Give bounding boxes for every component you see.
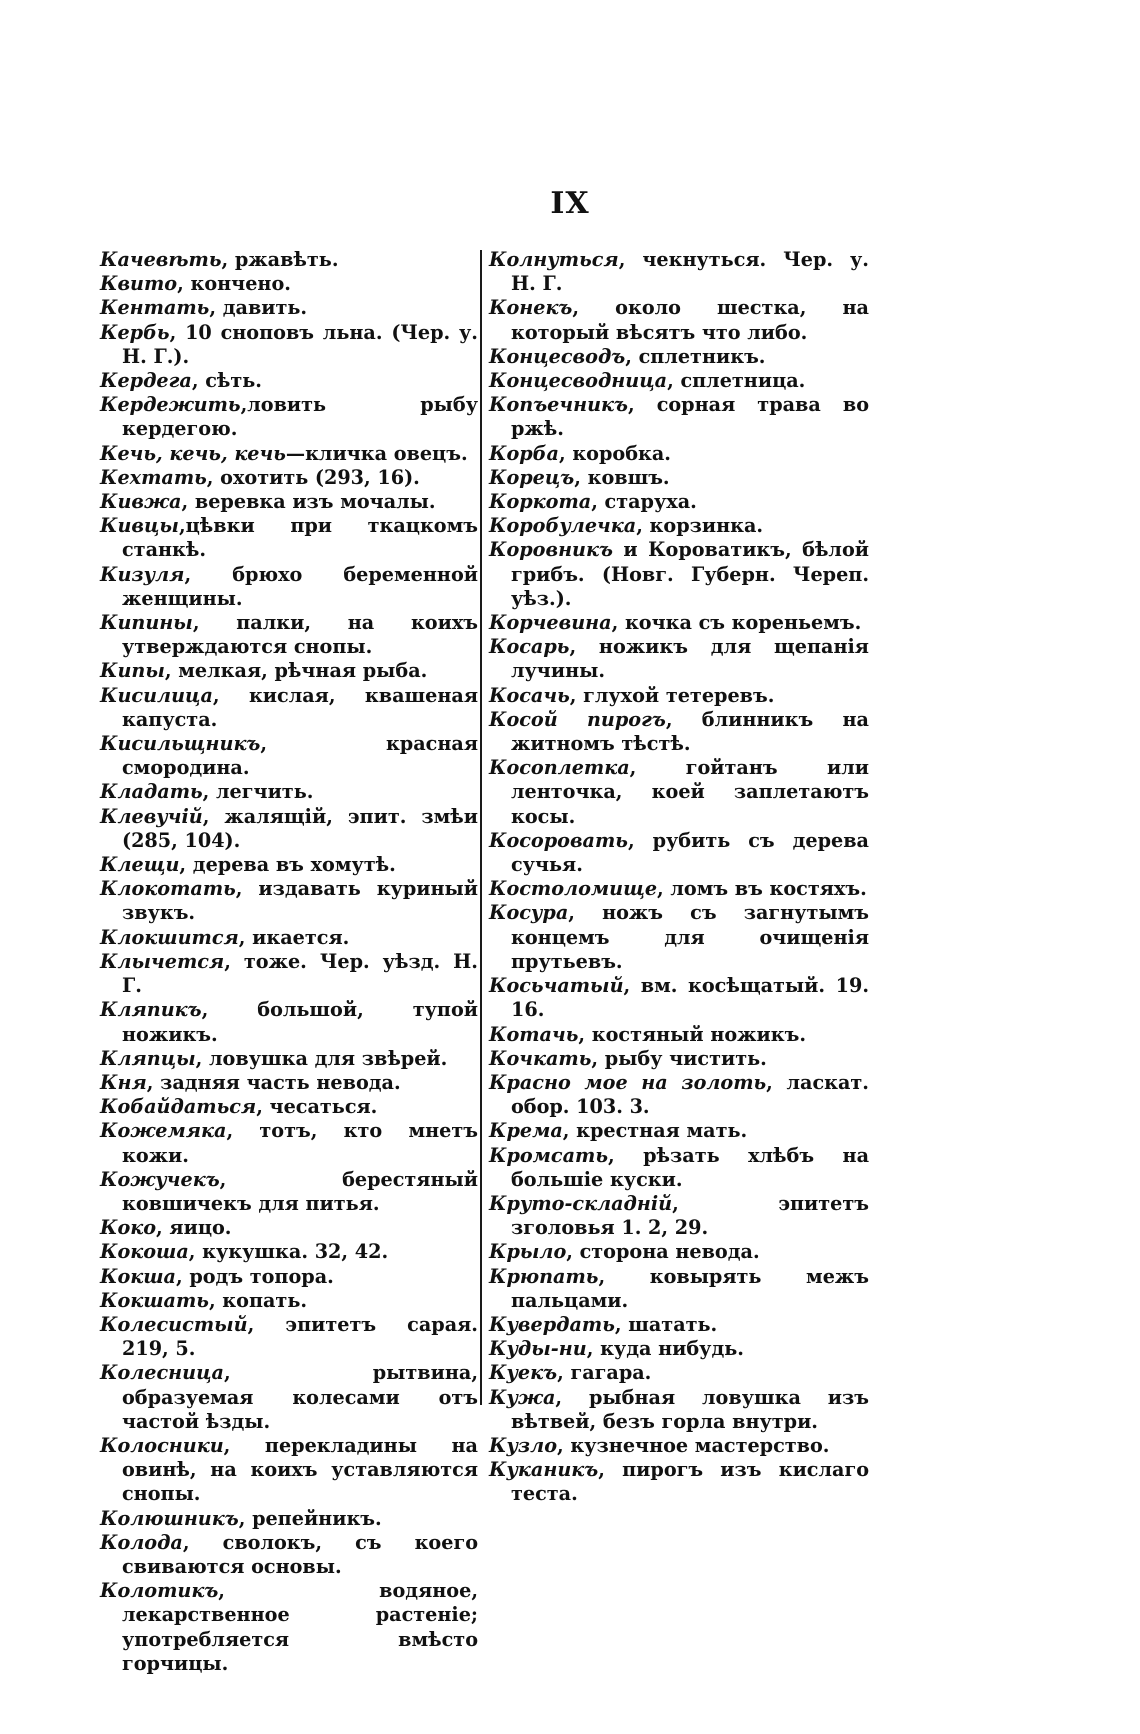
entry-definition: , рытвина, образуемая колесами отъ частой ѣзды. bbox=[122, 1361, 478, 1433]
dictionary-entry bbox=[100, 926, 478, 950]
entry-definition: , родъ топора. bbox=[175, 1264, 334, 1288]
entry-definition: , копать. bbox=[208, 1288, 308, 1312]
entry-headword: Кисилица bbox=[100, 683, 213, 707]
entry-headword: Концесводница bbox=[489, 369, 668, 393]
entry-definition: , кукушка. 32, 42. bbox=[188, 1240, 389, 1264]
dictionary-entry bbox=[100, 805, 478, 853]
entry-headword: Кердега bbox=[100, 369, 192, 393]
entry-headword: Колотикъ bbox=[100, 1579, 219, 1603]
dictionary-entry bbox=[100, 1361, 478, 1434]
entry-headword: Кня bbox=[100, 1070, 147, 1094]
entry-headword: Кладать bbox=[100, 780, 203, 804]
entry-headword: Кипы bbox=[100, 659, 165, 683]
entry-definition: , веревка изъ мочалы. bbox=[181, 490, 436, 514]
dictionary-entry bbox=[489, 1458, 869, 1506]
dictionary-entry bbox=[100, 1168, 478, 1216]
entry-definition: , костяный ножикъ. bbox=[578, 1022, 807, 1046]
dictionary-entry bbox=[489, 345, 869, 369]
dictionary-entry bbox=[100, 1071, 478, 1095]
dictionary-entry bbox=[489, 1071, 869, 1119]
entry-definition: , охотить (293, 16). bbox=[206, 465, 420, 489]
entry-headword: Кокшать bbox=[100, 1288, 209, 1312]
entry-definition: , рыбная ловушка изъ вѣтвей, безъ горла внутри. bbox=[511, 1385, 869, 1433]
entry-headword: Коробулечка bbox=[489, 514, 637, 538]
dictionary-entry bbox=[489, 1023, 869, 1047]
entry-definition: , давить. bbox=[209, 296, 308, 320]
entry-headword: Кербь bbox=[100, 320, 170, 344]
dictionary-entry bbox=[100, 272, 478, 296]
dictionary-entry bbox=[100, 877, 478, 925]
entry-definition: , ласкат. обор. 103. 3. bbox=[511, 1070, 869, 1119]
entry-definition: , перекладины на овинѣ, на коихъ уставляются снопы. bbox=[122, 1433, 478, 1506]
entry-headword: Кужа bbox=[489, 1385, 556, 1409]
page-number: IX bbox=[550, 186, 590, 221]
entry-headword: Клычется bbox=[100, 949, 225, 973]
dictionary-entry bbox=[100, 1119, 478, 1167]
entry-headword: Клокшится bbox=[100, 925, 239, 949]
entry-definition: , чекнуться. Чер. у. Н. Г. bbox=[511, 248, 869, 296]
dictionary-entry bbox=[100, 1579, 478, 1676]
entry-definition: , ловушка для звѣрей. bbox=[195, 1046, 448, 1070]
entry-headword: Коркота bbox=[489, 490, 592, 514]
right-column bbox=[489, 248, 869, 1507]
dictionary-entry bbox=[489, 877, 869, 901]
dictionary-entry bbox=[489, 490, 869, 514]
entry-headword: Котачь bbox=[489, 1022, 579, 1046]
entry-headword: Качевѣть bbox=[100, 248, 222, 271]
entry-definition: , рыбу чистить. bbox=[591, 1046, 767, 1070]
entry-headword: Крюпать bbox=[489, 1264, 599, 1288]
entry-headword: Крема bbox=[489, 1119, 563, 1143]
entry-definition: , сорная трава во ржѣ. bbox=[511, 393, 869, 441]
dictionary-entry bbox=[489, 442, 869, 466]
entry-definition: , кислая, квашеная капуста. bbox=[122, 683, 478, 731]
entry-definition: , издавать куриный звукъ. bbox=[122, 877, 478, 925]
entry-definition: , легчить. bbox=[202, 780, 314, 804]
entry-headword: Колюшникъ bbox=[100, 1506, 239, 1530]
entry-headword: Косачь bbox=[489, 683, 570, 707]
entry-definition: , брюхо беременной женщины. bbox=[122, 562, 478, 610]
entry-headword: Кердежить bbox=[100, 393, 241, 417]
entry-definition: ,ловить рыбу кердегою. bbox=[122, 393, 478, 441]
entry-definition: , гойтанъ или ленточка, коей заплетаютъ косы. bbox=[511, 756, 869, 828]
entry-definition: ,цѣвки при ткацкомъ станкѣ. bbox=[122, 514, 478, 562]
dictionary-entry bbox=[100, 611, 478, 659]
dictionary-entry bbox=[489, 1192, 869, 1240]
dictionary-entry bbox=[100, 442, 478, 466]
entry-definition: , яицо. bbox=[156, 1216, 232, 1240]
entry-headword: Кечь, кечь, кечь bbox=[100, 441, 286, 465]
entry-headword: Кромсать bbox=[489, 1143, 608, 1167]
entry-headword: Кивжа bbox=[100, 490, 182, 514]
dictionary-entry bbox=[100, 1047, 478, 1071]
entry-headword: Колнуться bbox=[489, 248, 619, 271]
entry-headword: Коко bbox=[100, 1216, 157, 1240]
entry-definition: , дерева въ хомутѣ. bbox=[179, 853, 396, 877]
dictionary-entry bbox=[100, 514, 478, 562]
dictionary-entry bbox=[100, 1095, 478, 1119]
entry-definition: , мелкая, рѣчная рыба. bbox=[164, 659, 428, 683]
entry-headword: Куканикъ bbox=[489, 1458, 599, 1482]
dictionary-entry bbox=[489, 296, 869, 344]
entry-headword: Кожучекъ bbox=[100, 1167, 220, 1191]
entry-definition: , ножъ съ загнутымъ концемъ для очищенія прутьевъ. bbox=[511, 901, 869, 973]
entry-headword: Колода bbox=[100, 1530, 183, 1554]
entry-headword: Кипины bbox=[100, 611, 193, 635]
entry-definition: , шатать. bbox=[614, 1312, 718, 1336]
entry-definition: , вм. косѣщатый. 19. 16. bbox=[511, 974, 869, 1022]
entry-definition: , задняя часть невода. bbox=[146, 1070, 401, 1094]
entry-definition: , рѣзать хлѣбъ на большіе куски. bbox=[511, 1143, 869, 1191]
entry-headword: Кочкать bbox=[489, 1046, 592, 1070]
entry-headword: Колесница bbox=[100, 1361, 224, 1385]
entry-definition: , блинникъ на житномъ тѣстѣ. bbox=[511, 707, 869, 756]
dictionary-entry bbox=[100, 1531, 478, 1579]
dictionary-entry bbox=[100, 1507, 478, 1531]
dictionary-entry bbox=[100, 950, 478, 998]
entry-definition: , тоже. Чер. уѣзд. Н. Г. bbox=[122, 949, 478, 998]
dictionary-entry bbox=[489, 248, 869, 296]
entry-headword: Колесистый bbox=[100, 1312, 248, 1336]
entry-headword: Кожемяка bbox=[100, 1119, 227, 1143]
entry-headword: Корчевина bbox=[489, 611, 612, 635]
entry-headword: Кехтать bbox=[100, 465, 207, 489]
dictionary-entry bbox=[489, 466, 869, 490]
dictionary-entry bbox=[489, 514, 869, 538]
entry-definition: , пирогъ изъ кислаго теста. bbox=[511, 1458, 869, 1506]
entry-headword: Квито bbox=[100, 272, 178, 296]
dictionary-entry bbox=[100, 1434, 478, 1507]
entry-definition: , сволокъ, съ коего свиваются основы. bbox=[122, 1530, 478, 1578]
entry-definition: , ковшъ. bbox=[574, 465, 670, 489]
dictionary-entry bbox=[489, 1313, 869, 1337]
entry-definition: , кузнечное мастерство. bbox=[557, 1433, 830, 1457]
entry-definition: , 10 сноповъ льна. (Чер. у. Н. Г.). bbox=[122, 320, 478, 368]
entry-definition: , кочка съ кореньемъ. bbox=[611, 611, 862, 635]
dictionary-entry bbox=[489, 1265, 869, 1313]
entry-headword: Копъечникъ bbox=[489, 393, 628, 417]
dictionary-entry bbox=[489, 1434, 869, 1458]
entry-definition: , ковырять межъ пальцами. bbox=[511, 1264, 869, 1312]
entry-definition: , глухой тетеревъ. bbox=[569, 683, 775, 707]
dictionary-entry bbox=[489, 901, 869, 974]
dictionary-entry bbox=[100, 659, 478, 683]
entry-headword: Косой пирогъ bbox=[489, 707, 666, 731]
entry-headword: Косоровать bbox=[489, 828, 628, 852]
entry-headword: Крыло bbox=[489, 1240, 567, 1264]
entry-definition: , сѣть. bbox=[191, 369, 262, 393]
entry-headword: Куекъ bbox=[489, 1361, 558, 1385]
entry-definition: , кончено. bbox=[177, 272, 291, 296]
entry-definition: , старуха. bbox=[591, 490, 697, 514]
dictionary-entry bbox=[100, 684, 478, 732]
dictionary-entry bbox=[489, 1240, 869, 1264]
entry-definition: , куда нибудь. bbox=[586, 1337, 744, 1361]
entry-definition: , корзинка. bbox=[636, 514, 764, 538]
entry-headword: Кузло bbox=[489, 1433, 558, 1457]
entry-headword: Кисильщникъ bbox=[100, 732, 261, 756]
entry-headword: Кентать bbox=[100, 296, 210, 320]
dictionary-entry bbox=[100, 321, 478, 369]
entry-headword: Корба bbox=[489, 441, 559, 465]
entry-definition: , жалящій, эпит. змѣи (285, 104). bbox=[122, 804, 478, 852]
dictionary-entry bbox=[100, 563, 478, 611]
entry-headword: Кокоша bbox=[100, 1240, 189, 1264]
dictionary-entry bbox=[489, 538, 869, 611]
dictionary-entry bbox=[100, 1265, 478, 1289]
entry-headword: Коровникъ bbox=[489, 538, 613, 562]
entry-definition: , ломъ въ костяхъ. bbox=[657, 877, 867, 901]
dictionary-entry bbox=[100, 780, 478, 804]
entry-headword: Кляпикъ bbox=[100, 998, 202, 1022]
entry-headword: Кобайдаться bbox=[100, 1095, 257, 1119]
entry-headword: Концесводъ bbox=[489, 344, 626, 368]
entry-headword: Клещи bbox=[100, 853, 180, 877]
entry-definition: , тотъ, кто мнетъ кожи. bbox=[122, 1119, 478, 1167]
dictionary-entry bbox=[100, 1240, 478, 1264]
entry-headword: Конекъ bbox=[489, 296, 573, 320]
entry-headword: Клевучій bbox=[100, 804, 203, 828]
entry-definition: , репейникъ. bbox=[238, 1506, 382, 1530]
entry-headword: Кивцы bbox=[100, 514, 179, 538]
entry-definition: , сплетница. bbox=[667, 369, 806, 393]
dictionary-entry bbox=[100, 998, 478, 1046]
entry-definition: , ржавѣть. bbox=[221, 248, 339, 271]
entry-definition: , эпитетъ сарая. 219, 5. bbox=[122, 1312, 478, 1361]
dictionary-entry bbox=[489, 974, 869, 1022]
dictionary-entry bbox=[489, 393, 869, 441]
dictionary-entry bbox=[100, 732, 478, 780]
entry-headword: Красно мое на золоть bbox=[489, 1070, 767, 1094]
dictionary-entry bbox=[489, 1361, 869, 1385]
entry-definition: , большой, тупой ножикъ. bbox=[122, 998, 478, 1046]
column-divider bbox=[480, 250, 482, 1405]
entry-definition: , красная смородина. bbox=[122, 732, 478, 780]
dictionary-entry bbox=[100, 1216, 478, 1240]
entry-headword: Колосники bbox=[100, 1433, 224, 1457]
entry-definition: , берестяный ковшичекъ для питья. bbox=[122, 1167, 478, 1215]
dictionary-entry bbox=[100, 1313, 478, 1361]
dictionary-entry bbox=[100, 853, 478, 877]
entry-definition: , коробка. bbox=[558, 441, 671, 465]
dictionary-entry bbox=[489, 1337, 869, 1361]
dictionary-entry bbox=[489, 635, 869, 683]
entry-headword: Куды-ни bbox=[489, 1337, 587, 1361]
dictionary-entry bbox=[489, 369, 869, 393]
dictionary-entry bbox=[489, 1047, 869, 1071]
entry-definition: и Короватикъ, бѣлой грибъ. (Новг. Губерн. Череп. уѣз.). bbox=[511, 538, 869, 610]
entry-definition: , палки, на коихъ утверждаются снопы. bbox=[122, 611, 478, 659]
entry-definition: , чесаться. bbox=[256, 1095, 378, 1119]
dictionary-entry bbox=[489, 1386, 869, 1434]
entry-headword: Корецъ bbox=[489, 465, 575, 489]
entry-headword: Клокотать bbox=[100, 877, 236, 901]
entry-headword: Кокша bbox=[100, 1264, 176, 1288]
dictionary-entry bbox=[489, 756, 869, 829]
entry-headword: Круто-складній bbox=[489, 1191, 673, 1215]
entry-definition: , гагара. bbox=[557, 1361, 652, 1385]
entry-definition: , водяное, лекарственное растеніе; употребляется вмѣсто горчицы. bbox=[122, 1579, 478, 1675]
entry-definition: , сторона невода. bbox=[566, 1240, 760, 1264]
entry-headword: Кизуля bbox=[100, 562, 185, 586]
dictionary-entry bbox=[100, 466, 478, 490]
entry-headword: Костоломище bbox=[489, 877, 658, 901]
entry-definition: —кличка овецъ. bbox=[285, 441, 468, 465]
entry-headword: Кляпцы bbox=[100, 1046, 196, 1070]
dictionary-entry bbox=[100, 296, 478, 320]
dictionary-entry bbox=[100, 248, 478, 272]
dictionary-entry bbox=[100, 393, 478, 441]
dictionary-entry bbox=[100, 490, 478, 514]
entry-headword: Кувердать bbox=[489, 1312, 615, 1336]
dictionary-entry bbox=[489, 829, 869, 877]
dictionary-entry bbox=[489, 1144, 869, 1192]
entry-headword: Косура bbox=[489, 901, 569, 925]
left-column bbox=[100, 248, 478, 1676]
entry-definition: , крестная мать. bbox=[562, 1119, 748, 1143]
entry-definition: , рубить съ дерева сучья. bbox=[511, 828, 869, 877]
entry-headword: Косоплетка bbox=[489, 756, 630, 780]
entry-definition: , сплетникъ. bbox=[625, 344, 766, 368]
dictionary-entry bbox=[489, 1119, 869, 1143]
entry-definition: , ножикъ для щепанія лучины. bbox=[511, 635, 869, 683]
entry-definition: , около шестка, на который вѣсятъ что либо. bbox=[511, 296, 869, 344]
entry-headword: Косарь bbox=[489, 635, 570, 659]
dictionary-entry bbox=[100, 1289, 478, 1313]
entry-headword: Косьчатый bbox=[489, 974, 624, 998]
dictionary-entry bbox=[489, 611, 869, 635]
entry-definition: , эпитетъ зголовья 1. 2, 29. bbox=[511, 1191, 869, 1240]
entry-definition: , икается. bbox=[238, 925, 350, 949]
dictionary-entry bbox=[489, 684, 869, 708]
dictionary-entry bbox=[489, 708, 869, 756]
dictionary-entry bbox=[100, 369, 478, 393]
